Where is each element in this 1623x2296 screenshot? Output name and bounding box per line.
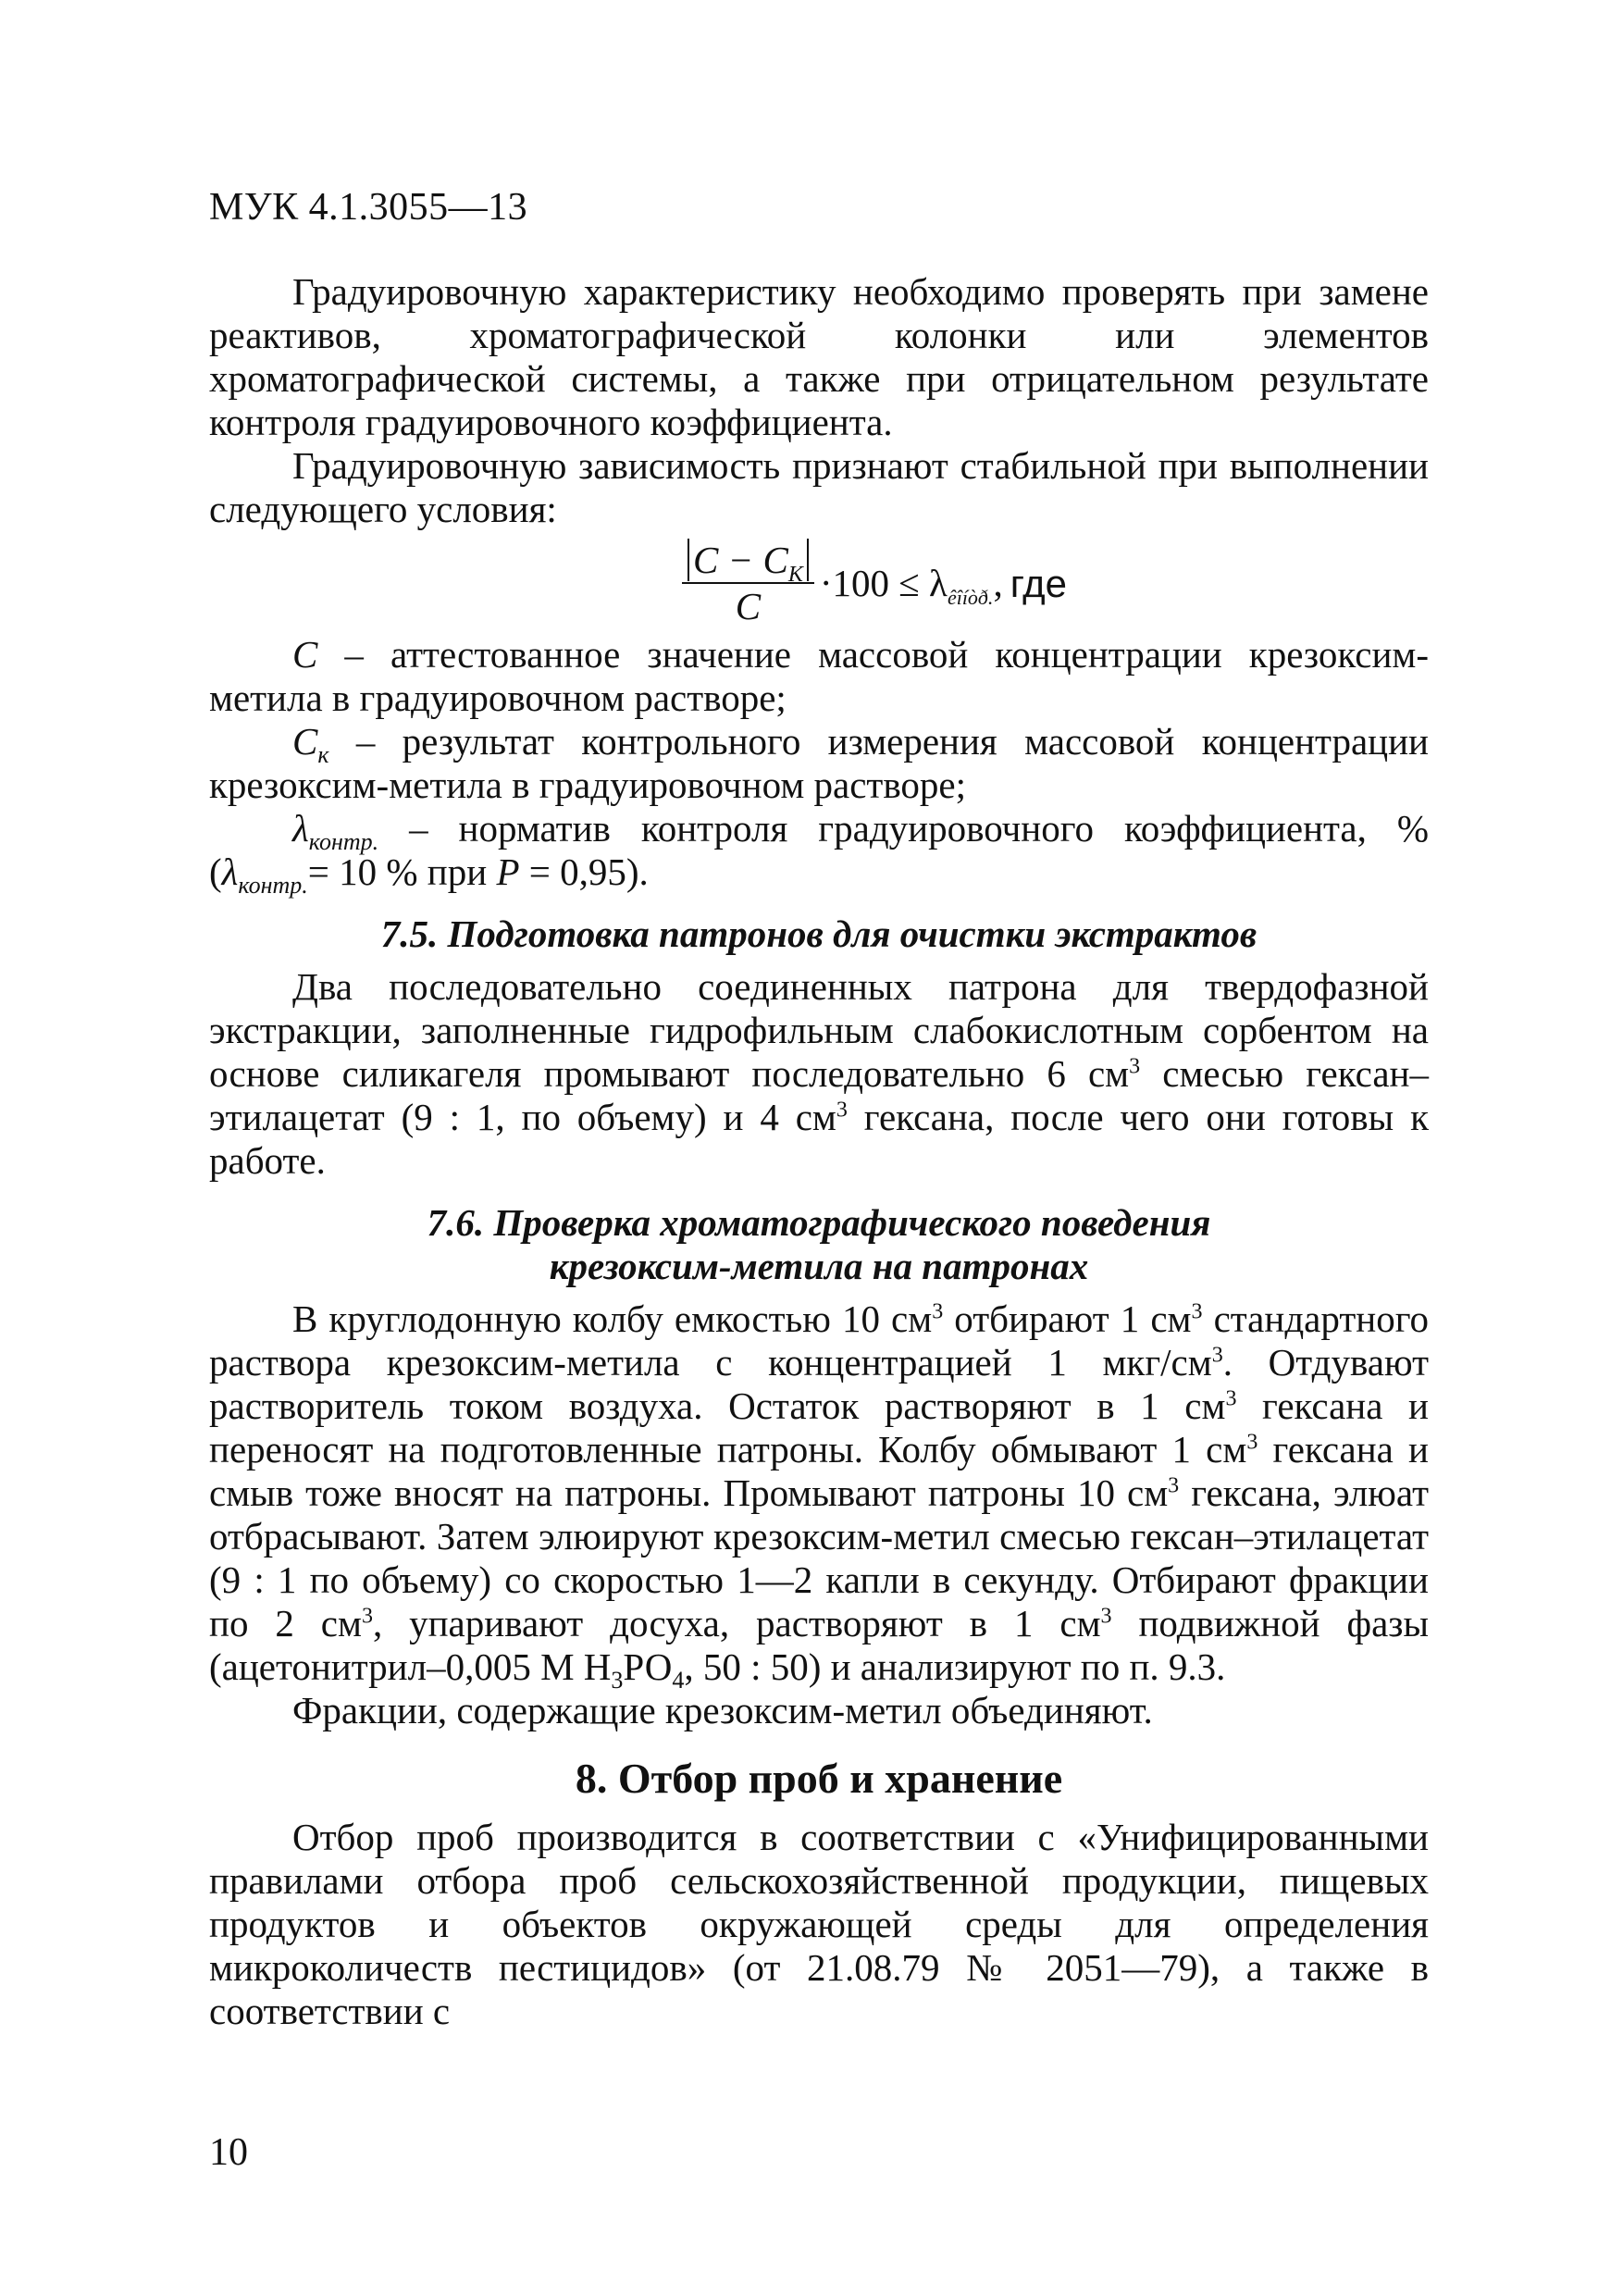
formula-where-label: где — [1010, 561, 1067, 605]
section-7-6-text: В круглодонную колбу емкостью 10 $см^3$ отбирают 1 $см^3$ стандартного раствора крезоксим-метила с концентрацией 1 мкг/$см^3$. Отдувают растворитель током воздуха. Остаток растворяют в 1 $см^3$ гексана и переносят на подготовленные патроны. Колбу обмывают 1 $см^3$ гексана и смыв тоже вносят на патроны. Промывают патроны 10 $см^3$ гексана, элюат отбрасывают. Затем элюируют крезоксим-метил смесью гексан–этилацетат (9 : 1 по объему) со скоростью 1—2 капли в секунду. Отбирают фракции по 2 $см^3$, упаривают досуха, растворяют в 1 $см^3$ подвижной фазы (ацетонитрил–0,005 М $Н_3РО_4$, 50 : 50) и анализируют по п. 9.3. — [209, 1297, 1430, 1694]
section-8-text: Отбор проб производится в соответствии с «Унифицированными правилами отбора проб сельскохозяйственной продукции, пищевых продуктов и объектов окружающей среды для определения микроколичеств пестицидов» (от 21.08.79 № 2051—79), а также в соответствии с — [209, 1816, 1429, 2032]
formula-fraction — [682, 538, 814, 628]
section-8-title: 8. Отбор проб и хранение — [575, 1755, 1063, 1802]
section-7-5-text: Два последовательно соединенных патрона для твердофазной экстракции, заполненные гидрофильным слабокислотным сорбентом на основе силикагеля промывают последовательно 6 $см^3$ смесью гексан–этилацетат (9 : 1, по объему) и 4 $см^3$ гексана, после чего они готовы к работе. — [209, 965, 1429, 1182]
section-7-6-fractions: Фракции, содержащие крезоксим-метил объединяют. — [292, 1689, 1153, 1731]
section-7-6-title: 7.6. Проверка хроматографического поведения крезоксим-метила на патронах — [427, 1201, 1211, 1287]
document-code-header: МУК 4.1.3055—13 — [209, 186, 528, 229]
formula-denominator: C — [735, 585, 762, 627]
page-number: 10 — [209, 2131, 248, 2174]
definition-ck: $С_к$ – результат контрольного измерения массовой концентрации крезоксим-метила в градуировочном растворе; — [209, 720, 1429, 806]
paragraph-calibration-check: Градуировочную характеристику необходимо проверять при замене реактивов, хроматографической колонки или элементов хроматографической системы, а также при отрицательном результате контроля градуировочного коэффициента. — [209, 270, 1429, 443]
stability-formula — [209, 533, 1429, 633]
definition-c: С – аттестованное значение массовой концентрации крезоксим-метила в градуировочном растворе; — [209, 633, 1429, 719]
section-7-5-title: 7.5. Подготовка патронов для очистки экстрактов — [380, 912, 1258, 955]
formula-numerator: $C - C_K$ — [682, 538, 814, 584]
document-body — [209, 270, 1429, 2033]
paragraph-stability-condition: Градуировочную зависимость признают стабильной при выполнении следующего условия: — [209, 444, 1429, 530]
formula-rhs: $\cdot 100 \le \lambda_{êîíòð.}$, — [819, 561, 1003, 609]
definition-lambda: $\lambda_{контр.}$ – норматив контроля градуировочного коэффициента, % ($\lambda_{контр.}= 10$ % при Р = 0,95). — [209, 807, 1429, 900]
